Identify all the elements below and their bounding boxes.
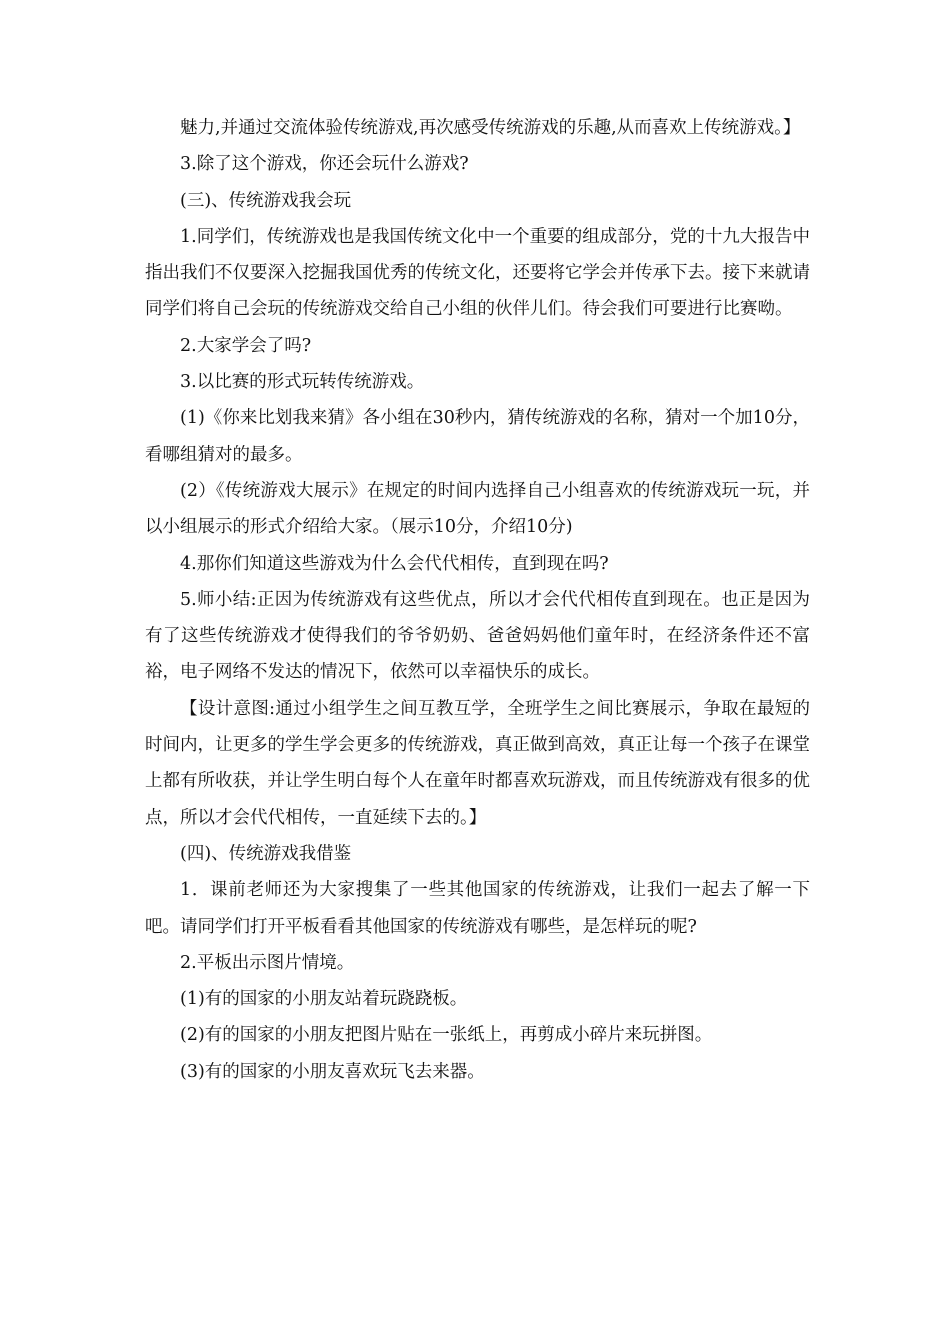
list-item: (2)有的国家的小朋友把图片贴在一张纸上，再剪成小碎片来玩拼图。 [180, 1025, 713, 1046]
paragraph: 2.大家学会了吗? [180, 335, 312, 356]
paragraph: 1.同学们，传统游戏也是我国传统文化中一个重要的组成部分，党的十九大报告中指出我们不仅要深入挖掘我国优秀的传统文化，还要将它学会并传承下去。接下来就请同学们将自己会玩的传统游戏交给自己小组的伙伴儿们。待会我们可要进行比赛呦。 [145, 226, 810, 320]
paragraph: (2）《传统游戏大展示》在规定的时间内选择自己小组喜欢的传统游戏玩一玩，并以小组展示的形式介绍给大家。（展示10分，介绍10分) [145, 480, 810, 538]
paragraph: 5.师小结:正因为传统游戏有这些优点，所以才会代代相传直到现在。也正是因为有了这些传统游戏才使得我们的爷爷奶奶、爸爸妈妈他们童年时，在经济条件还不富裕，电子网络不发达的情况下，依然可以幸福快乐的成长。 [145, 589, 810, 683]
paragraph: 1．课前老师还为大家搜集了一些其他国家的传统游戏，让我们一起去了解一下吧。请同学们打开平板看看其他国家的传统游戏有哪些，是怎样玩的呢? [145, 880, 810, 937]
list-item: (1)有的国家的小朋友站着玩跷跷板。 [180, 989, 468, 1010]
paragraph: 魅力,并通过交流体验传统游戏,再次感受传统游戏的乐趣,从而喜欢上传统游戏。】 [180, 118, 801, 138]
paragraph: 3.以比赛的形式玩转传统游戏。 [180, 372, 425, 393]
design-intent-note: 【设计意图:通过小组学生之间互教互学，全班学生之间比赛展示，争取在最短的时间内，让更多的学生学会更多的传统游戏，真正做到高效，真正让每一个孩子在课堂上都有所收获，并让学生明白每个人在童年时都喜欢玩游戏，而且传统游戏有很多的优点，所以才会代代相传，一直延续下去的。】 [145, 698, 810, 828]
section-heading: (四)、传统游戏我借鉴 [180, 843, 352, 864]
document-body [145, 110, 810, 1090]
list-item: (3)有的国家的小朋友喜欢玩飞去来器。 [180, 1061, 485, 1082]
section-heading: (三)、传统游戏我会玩 [180, 190, 352, 211]
paragraph: 4.那你们知道这些游戏为什么会代代相传，直到现在吗? [180, 553, 609, 574]
paragraph: (1)《你来比划我来猜》各小组在30秒内，猜传统游戏的名称，猜对一个加10分，看哪组猜对的最多。 [145, 408, 810, 465]
paragraph: 3.除了这个游戏，你还会玩什么游戏? [180, 154, 469, 175]
paragraph: 2.平板出示图片情境。 [180, 952, 355, 973]
